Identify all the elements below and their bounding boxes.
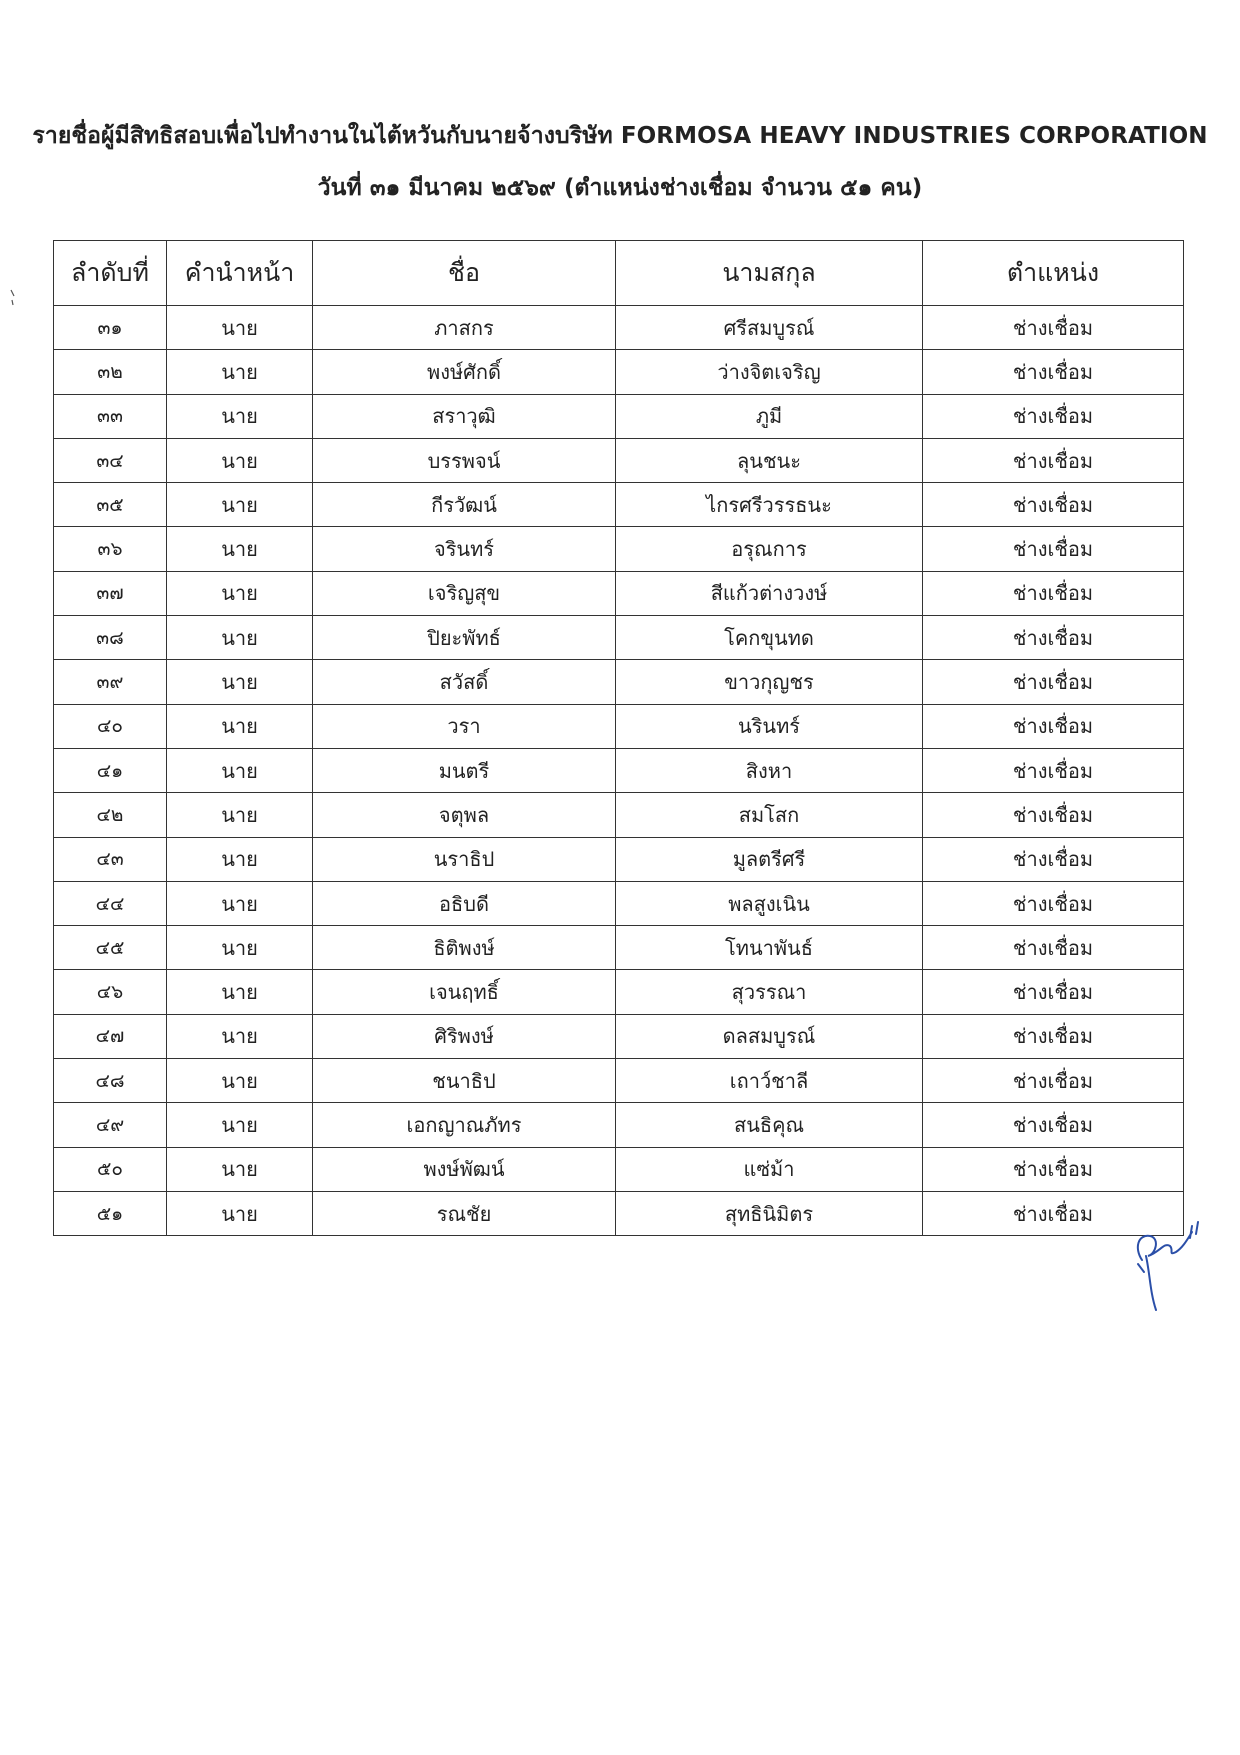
cell-last-name: ภูมี — [616, 394, 923, 438]
cell-last-name: สิงหา — [616, 748, 923, 792]
cell-no: ๓๙ — [54, 660, 167, 704]
cell-no: ๔๘ — [54, 1059, 167, 1103]
cell-last-name: พลสูงเนิน — [616, 881, 923, 925]
cell-position: ช่างเชื่อม — [923, 616, 1184, 660]
header-last-name: นามสกุล — [616, 241, 923, 306]
cell-first-name: ภาสกร — [313, 306, 616, 350]
cell-last-name: สุทธินิมิตร — [616, 1191, 923, 1235]
cell-no: ๓๘ — [54, 616, 167, 660]
signature-mark — [1120, 1212, 1210, 1312]
table-body — [54, 306, 1184, 1236]
cell-no: ๓๗ — [54, 571, 167, 615]
cell-prefix: นาย — [167, 1059, 313, 1103]
cell-prefix: นาย — [167, 926, 313, 970]
cell-last-name: มูลตรีศรี — [616, 837, 923, 881]
header-first-name: ชื่อ — [313, 241, 616, 306]
cell-last-name: สุวรรณา — [616, 970, 923, 1014]
cell-first-name: บรรพจน์ — [313, 438, 616, 482]
cell-first-name: เจนฤทธิ์ — [313, 970, 616, 1014]
cell-last-name: สีแก้วต่างวงษ์ — [616, 571, 923, 615]
cell-prefix: นาย — [167, 1191, 313, 1235]
cell-no: ๔๓ — [54, 837, 167, 881]
table-row — [54, 1191, 1184, 1235]
cell-position: ช่างเชื่อม — [923, 793, 1184, 837]
cell-prefix: นาย — [167, 571, 313, 615]
cell-last-name: สมโสก — [616, 793, 923, 837]
cell-last-name: ไกรศรีวรรธนะ — [616, 483, 923, 527]
cell-last-name: ขาวกุญชร — [616, 660, 923, 704]
table-row — [54, 438, 1184, 482]
cell-prefix: นาย — [167, 970, 313, 1014]
cell-prefix: นาย — [167, 527, 313, 571]
cell-position: ช่างเชื่อม — [923, 1103, 1184, 1147]
cell-first-name: มนตรี — [313, 748, 616, 792]
cell-position: ช่างเชื่อม — [923, 1191, 1184, 1235]
cell-position: ช่างเชื่อม — [923, 660, 1184, 704]
cell-no: ๕๐ — [54, 1147, 167, 1191]
cell-no: ๕๑ — [54, 1191, 167, 1235]
cell-first-name: อธิบดี — [313, 881, 616, 925]
table-row — [54, 970, 1184, 1014]
table-row — [54, 926, 1184, 970]
cell-no: ๔๗ — [54, 1014, 167, 1058]
cell-no: ๔๕ — [54, 926, 167, 970]
cell-no: ๓๓ — [54, 394, 167, 438]
cell-position: ช่างเชื่อม — [923, 881, 1184, 925]
cell-no: ๔๐ — [54, 704, 167, 748]
cell-last-name: ศรีสมบูรณ์ — [616, 306, 923, 350]
cell-prefix: นาย — [167, 1103, 313, 1147]
cell-prefix: นาย — [167, 438, 313, 482]
cell-last-name: สนธิคุณ — [616, 1103, 923, 1147]
cell-last-name: นรินทร์ — [616, 704, 923, 748]
table-row — [54, 616, 1184, 660]
cell-position: ช่างเชื่อม — [923, 926, 1184, 970]
cell-last-name: ดลสมบูรณ์ — [616, 1014, 923, 1058]
cell-first-name: ปิยะพัทธ์ — [313, 616, 616, 660]
cell-no: ๔๑ — [54, 748, 167, 792]
cell-position: ช่างเชื่อม — [923, 1059, 1184, 1103]
margin-mark — [8, 288, 18, 308]
cell-prefix: นาย — [167, 881, 313, 925]
cell-first-name: นราธิป — [313, 837, 616, 881]
cell-position: ช่างเชื่อม — [923, 350, 1184, 394]
cell-first-name: พงษ์ศักดิ์ — [313, 350, 616, 394]
cell-position: ช่างเชื่อม — [923, 438, 1184, 482]
cell-first-name: ธิติพงษ์ — [313, 926, 616, 970]
cell-first-name: วรา — [313, 704, 616, 748]
table-row — [54, 793, 1184, 837]
table-row — [54, 1103, 1184, 1147]
cell-prefix: นาย — [167, 1147, 313, 1191]
cell-no: ๓๕ — [54, 483, 167, 527]
cell-first-name: สวัสดิ์ — [313, 660, 616, 704]
cell-position: ช่างเชื่อม — [923, 571, 1184, 615]
cell-first-name: รณชัย — [313, 1191, 616, 1235]
cell-no: ๔๒ — [54, 793, 167, 837]
cell-prefix: นาย — [167, 748, 313, 792]
cell-first-name: พงษ์พัฒน์ — [313, 1147, 616, 1191]
cell-prefix: นาย — [167, 483, 313, 527]
cell-position: ช่างเชื่อม — [923, 704, 1184, 748]
cell-first-name: ศิริพงษ์ — [313, 1014, 616, 1058]
cell-position: ช่างเชื่อม — [923, 483, 1184, 527]
cell-position: ช่างเชื่อม — [923, 748, 1184, 792]
cell-first-name: เจริญสุข — [313, 571, 616, 615]
roster-table — [53, 240, 1184, 1236]
cell-first-name: กีรวัฒน์ — [313, 483, 616, 527]
header-no: ลำดับที่ — [54, 241, 167, 306]
table-row — [54, 571, 1184, 615]
table-row — [54, 1059, 1184, 1103]
header-position: ตำแหน่ง — [923, 241, 1184, 306]
cell-last-name: อรุณการ — [616, 527, 923, 571]
cell-last-name: ลุนชนะ — [616, 438, 923, 482]
table-row — [54, 350, 1184, 394]
cell-prefix: นาย — [167, 350, 313, 394]
cell-first-name: สราวุฒิ — [313, 394, 616, 438]
header-prefix: คำนำหน้า — [167, 241, 313, 306]
cell-no: ๓๑ — [54, 306, 167, 350]
cell-prefix: นาย — [167, 704, 313, 748]
cell-last-name: ว่างจิตเจริญ — [616, 350, 923, 394]
cell-last-name: เถาว์ชาลี — [616, 1059, 923, 1103]
document-title: รายชื่อผู้มีสิทธิสอบเพื่อไปทำงานในไต้หวันกับนายจ้างบริษัท FORMOSA HEAVY INDUSTRIES CORPORATION — [32, 123, 1208, 149]
cell-position: ช่างเชื่อม — [923, 1147, 1184, 1191]
table-row — [54, 1147, 1184, 1191]
cell-prefix: นาย — [167, 616, 313, 660]
cell-first-name: จรินทร์ — [313, 527, 616, 571]
cell-position: ช่างเชื่อม — [923, 1014, 1184, 1058]
table-row — [54, 881, 1184, 925]
table-row — [54, 660, 1184, 704]
table-row — [54, 394, 1184, 438]
cell-no: ๔๖ — [54, 970, 167, 1014]
cell-position: ช่างเชื่อม — [923, 394, 1184, 438]
table-row — [54, 306, 1184, 350]
cell-no: ๔๙ — [54, 1103, 167, 1147]
cell-last-name: แซ่ม้า — [616, 1147, 923, 1191]
cell-no: ๓๖ — [54, 527, 167, 571]
cell-first-name: จตุพล — [313, 793, 616, 837]
cell-prefix: นาย — [167, 306, 313, 350]
table-row — [54, 1014, 1184, 1058]
cell-no: ๓๒ — [54, 350, 167, 394]
table-header-row — [54, 241, 1184, 306]
cell-prefix: นาย — [167, 394, 313, 438]
table-row — [54, 837, 1184, 881]
cell-last-name: โทนาพันธ์ — [616, 926, 923, 970]
cell-first-name: เอกญาณภัทร — [313, 1103, 616, 1147]
cell-last-name: โคกขุนทด — [616, 616, 923, 660]
cell-prefix: นาย — [167, 793, 313, 837]
cell-no: ๔๔ — [54, 881, 167, 925]
cell-position: ช่างเชื่อม — [923, 970, 1184, 1014]
cell-no: ๓๔ — [54, 438, 167, 482]
table-row — [54, 483, 1184, 527]
cell-prefix: นาย — [167, 660, 313, 704]
table-row — [54, 704, 1184, 748]
table-row — [54, 527, 1184, 571]
cell-position: ช่างเชื่อม — [923, 306, 1184, 350]
cell-position: ช่างเชื่อม — [923, 527, 1184, 571]
cell-first-name: ชนาธิป — [313, 1059, 616, 1103]
cell-prefix: นาย — [167, 1014, 313, 1058]
cell-prefix: นาย — [167, 837, 313, 881]
cell-position: ช่างเชื่อม — [923, 837, 1184, 881]
table-row — [54, 748, 1184, 792]
document-subtitle: วันที่ ๓๑ มีนาคม ๒๕๖๙ (ตำแหน่งช่างเชื่อม จำนวน ๕๑ คน) — [317, 175, 923, 201]
